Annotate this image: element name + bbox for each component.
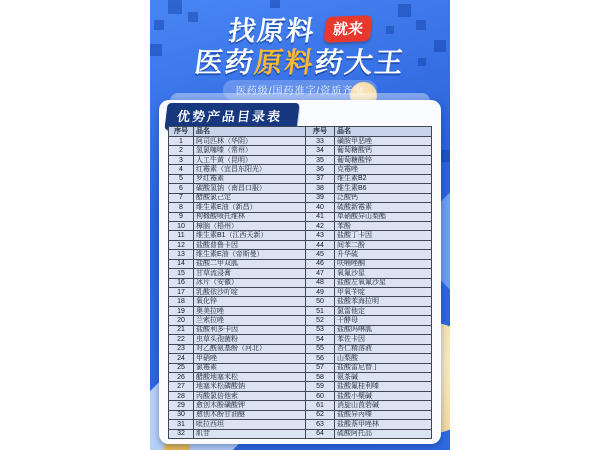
row-no: 10 [169,221,194,230]
row-name: 干酵母 [335,316,432,325]
row-name: 丙酸氯倍他索 [194,391,306,400]
headline-badge: 就来 [324,15,373,43]
row-name: 盐酸二甲双胍 [194,259,306,268]
row-no: 35 [306,155,335,164]
table-row [169,363,432,372]
table-row [169,429,432,438]
headline-line2 [192,41,408,81]
row-name: 虫草头孢菌粉 [194,335,306,344]
row-no: 13 [169,250,194,259]
row-no: 31 [169,420,194,429]
row-name: 地塞米松磷酸钠 [194,382,306,391]
header-name-right: 品名 [335,127,432,137]
table-row [169,269,432,278]
row-name: 盐酸异丙嗪 [335,410,432,419]
row-name: 盐酸利多卡因 [194,325,306,334]
row-no: 21 [169,325,194,334]
headline-row-2 [150,41,450,81]
table-row [169,203,432,212]
row-no: 53 [306,325,335,334]
table-row [169,146,432,155]
table-row [169,401,432,410]
row-name: 氯雷他定 [335,306,432,315]
row-no: 47 [306,269,335,278]
table-row [169,316,432,325]
row-no: 48 [306,278,335,287]
row-name: 醋酸氯己定 [194,193,306,202]
catalog-table-wrap [168,126,432,439]
row-no: 23 [169,344,194,353]
row-name: 盐酸丁卡因 [335,231,432,240]
row-no: 39 [306,193,335,202]
row-no: 42 [306,221,335,230]
row-no: 12 [169,240,194,249]
row-no: 7 [169,193,194,202]
table-row [169,212,432,221]
row-name: 氯霉素 [194,363,306,372]
row-name: 维生素E油（帝斯曼） [194,250,306,259]
row-name: 奥美拉唑 [194,306,306,315]
row-no: 33 [306,137,335,146]
row-no: 52 [306,316,335,325]
row-no: 14 [169,259,194,268]
row-no: 3 [169,155,194,164]
row-no: 8 [169,203,194,212]
row-no: 38 [306,184,335,193]
row-no: 55 [306,344,335,353]
row-name: 碳酸氢钠（南昌口服） [194,184,306,193]
poster [150,0,450,450]
row-no: 49 [306,288,335,297]
row-no: 59 [306,382,335,391]
row-no: 45 [306,250,335,259]
row-name: 盐酸萘甲唑林 [335,420,432,429]
catalog-table [168,126,432,439]
row-name: 盐酸苯海拉明 [335,297,432,306]
row-name: 冰片（安徽） [194,278,306,287]
row-name: 磺胺甲恶唑 [335,137,432,146]
row-no: 57 [306,363,335,372]
row-name: 氢氯噻嗪（常州） [194,146,306,155]
headline-line2-highlight: 原料 [252,47,317,78]
table-row [169,325,432,334]
row-name: 盐酸普鲁卡因 [194,240,306,249]
row-no: 28 [169,391,194,400]
row-no: 30 [169,410,194,419]
row-no: 40 [306,203,335,212]
row-name: 维生素B1（江西天新） [194,231,306,240]
row-name: 硫酸新霉素 [335,203,432,212]
table-row [169,335,432,344]
row-name: 苯佐卡因 [335,335,432,344]
table-row [169,259,432,268]
headline-line2-suffix: 药大王 [312,47,407,78]
row-name: 维生素B2 [335,174,432,183]
row-no: 20 [169,316,194,325]
row-no: 1 [169,137,194,146]
table-row [169,250,432,259]
row-no: 51 [306,306,335,315]
row-no: 6 [169,184,194,193]
row-no: 56 [306,354,335,363]
row-name: 甘草流浸膏 [194,269,306,278]
row-no: 18 [169,297,194,306]
catalog-card [159,100,441,444]
table-row [169,288,432,297]
row-name: 硫酸阿托品 [335,429,432,438]
row-name: 醋酸地塞米松 [194,372,306,381]
row-name: 愈创木酚磺酸钾 [194,401,306,410]
row-no: 11 [169,231,194,240]
table-row [169,184,432,193]
row-no: 32 [169,429,194,438]
row-no: 43 [306,231,335,240]
table-row [169,240,432,249]
table-header-row [169,127,432,137]
decor-pixel [270,0,280,8]
row-name: 克霉唑 [335,165,432,174]
header-no-right: 序号 [306,127,335,137]
row-name: 愈创木酚甘油醚 [194,410,306,419]
row-no: 61 [306,401,335,410]
row-no: 22 [169,335,194,344]
row-no: 25 [169,363,194,372]
table-row [169,344,432,353]
row-name: 盐酸小檗碱 [335,391,432,400]
row-name: 盐酸雷尼替丁 [335,363,432,372]
table-row [169,410,432,419]
row-name: 升华硫 [335,250,432,259]
catalog-table-body [169,137,432,439]
headline-line1: 找原料 [226,16,318,46]
table-row [169,193,432,202]
row-no: 17 [169,288,194,297]
row-no: 37 [306,174,335,183]
row-no: 44 [306,240,335,249]
row-no: 15 [169,269,194,278]
table-row [169,391,432,400]
row-name: 维生素B6 [335,184,432,193]
row-name: 红霉素（宜昌东阳光） [194,165,306,174]
section-title: 优势产品目录表 [176,109,283,124]
row-no: 16 [169,278,194,287]
tagline-pill: 医药级/国药准字/资质齐全 [223,80,378,100]
row-name: 氧化锌 [194,297,306,306]
table-row [169,297,432,306]
row-name: 罗红霉素 [194,174,306,183]
row-name: 甲硝唑 [194,354,306,363]
row-no: 9 [169,212,194,221]
header-name-left: 品名 [194,127,306,137]
row-no: 27 [169,382,194,391]
row-name: 苯酚 [335,221,432,230]
row-no: 5 [169,174,194,183]
row-name: 肌苷 [194,429,306,438]
row-name: 吡拉西坦 [194,420,306,429]
row-name: 甲氧苄啶 [335,288,432,297]
row-name: 樟脑（梧州） [194,221,306,230]
row-name: 消旋山莨菪碱 [335,401,432,410]
table-row [169,165,432,174]
table-row [169,174,432,183]
row-name: 盐酸左氧氟沙星 [335,278,432,287]
row-name: 乳酸依沙吖啶 [194,288,306,297]
table-row [169,420,432,429]
row-name: 山梨酸 [335,354,432,363]
row-name: 杏仁精溶液 [335,344,432,353]
row-name: 盐酸氟桂利嗪 [335,382,432,391]
row-no: 62 [306,410,335,419]
row-name: 对乙酰氨基酚（河北） [194,344,306,353]
row-no: 60 [306,391,335,400]
row-no: 63 [306,420,335,429]
row-no: 34 [306,146,335,155]
row-no: 54 [306,335,335,344]
row-no: 29 [169,401,194,410]
table-row [169,278,432,287]
row-no: 2 [169,146,194,155]
row-no: 41 [306,212,335,221]
row-name: 单硝酸异山梨酯 [335,212,432,221]
row-name: 呋喃唑酮 [335,259,432,268]
table-row [169,221,432,230]
table-row [169,137,432,146]
headline-line2-prefix: 医药 [192,47,257,78]
table-row [169,231,432,240]
row-name: 枸橼酸喷托维林 [194,212,306,221]
table-row [169,372,432,381]
row-name: 人工牛黄（昆明） [194,155,306,164]
row-name: 氧氟沙星 [335,269,432,278]
row-no: 36 [306,165,335,174]
row-no: 46 [306,259,335,268]
row-name: 兰索拉唑 [194,316,306,325]
row-name: 维生素E油（新昌） [194,203,306,212]
row-name: 氨茶碱 [335,372,432,381]
table-row [169,382,432,391]
row-no: 26 [169,372,194,381]
row-name: 阿司匹林（华阴） [194,137,306,146]
row-no: 64 [306,429,335,438]
row-name: 泛酸钙 [335,193,432,202]
row-name: 葡萄糖酸锌 [335,155,432,164]
row-no: 58 [306,372,335,381]
table-row [169,306,432,315]
row-name: 盐酸吗啉胍 [335,325,432,334]
row-no: 4 [169,165,194,174]
row-no: 19 [169,306,194,315]
table-row [169,354,432,363]
row-name: 间苯二酚 [335,240,432,249]
row-name: 葡萄糖酸钙 [335,146,432,155]
row-no: 24 [169,354,194,363]
table-row [169,155,432,164]
row-no: 50 [306,297,335,306]
header-no-left: 序号 [169,127,194,137]
